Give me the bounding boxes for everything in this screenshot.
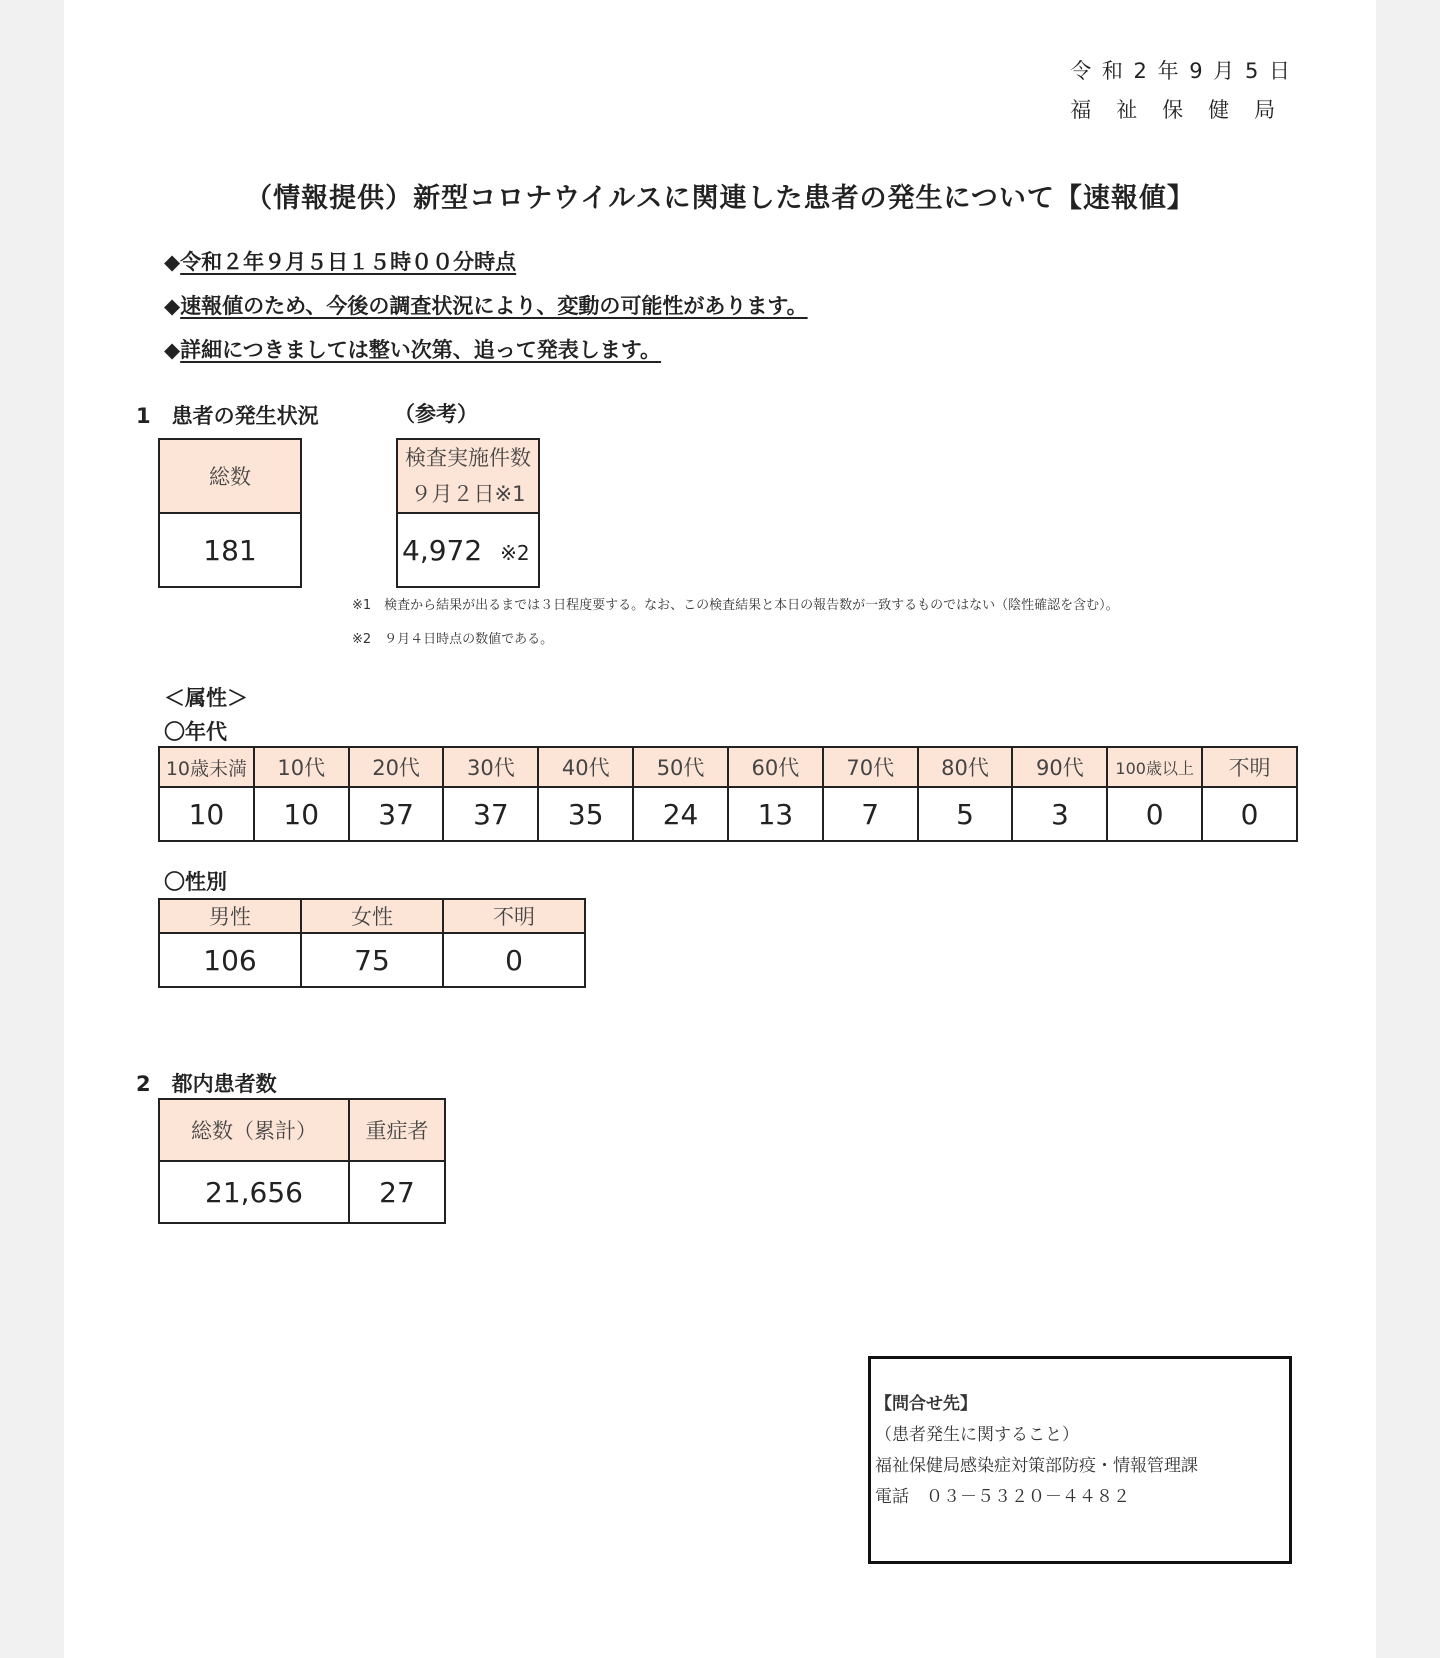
sex-header-cell: 女性 <box>301 899 443 933</box>
age-value-cell: 3 <box>1012 787 1107 841</box>
sex-header-row <box>159 899 585 933</box>
issuing-bureau: 福 祉 保 健 局 <box>1070 98 1278 122</box>
tests-header <box>397 439 539 513</box>
footnote-2: ※2 ９月４日時点の数値である。 <box>352 632 554 647</box>
date-block <box>1070 52 1292 130</box>
tests-header-line1: 検査実施件数 <box>405 446 531 470</box>
sex-value-row <box>159 933 585 987</box>
severe-value: 27 <box>349 1161 445 1223</box>
bullet-text: 令和２年９月５日１５時００分時点 <box>180 250 517 274</box>
document-page <box>64 0 1376 1658</box>
bullet-2 <box>164 290 808 320</box>
age-header-cell: 20代 <box>349 747 444 787</box>
sex-value-cell: 0 <box>443 933 585 987</box>
age-value-cell: 10 <box>254 787 349 841</box>
age-value-cell: 7 <box>823 787 918 841</box>
total-table <box>158 438 302 588</box>
age-value-cell: 24 <box>633 787 728 841</box>
tests-value-cell <box>397 513 539 587</box>
age-header-cell: 80代 <box>918 747 1013 787</box>
age-value-cell: 10 <box>159 787 254 841</box>
sex-table <box>158 898 586 988</box>
age-value-cell: 5 <box>918 787 1013 841</box>
age-header-cell: 100歳以上 <box>1107 747 1202 787</box>
tests-header-line2: ９月２日※1 <box>410 482 526 506</box>
diamond-icon: ◆ <box>164 250 181 274</box>
bullet-1 <box>164 246 516 276</box>
age-header-cell: 70代 <box>823 747 918 787</box>
contact-heading: 【問合せ先】 <box>875 1394 977 1414</box>
footnote-1: ※1 検査から結果が出るまでは３日程度要する。なお、この検査結果と本日の報告数が一致するものではない（陰性確認を含む）。 <box>352 598 1119 613</box>
total-value: 181 <box>159 513 301 587</box>
age-header-cell: 40代 <box>538 747 633 787</box>
cumulative-value: 21,656 <box>159 1161 349 1223</box>
age-value-cell: 37 <box>349 787 444 841</box>
age-value-cell: 13 <box>728 787 823 841</box>
bullet-3 <box>164 334 661 364</box>
tests-note-mark: ※2 <box>500 540 530 565</box>
bullet-text: 速報値のため、今後の調査状況により、変動の可能性があります。 <box>180 294 808 318</box>
severe-header: 重症者 <box>349 1099 445 1161</box>
bullet-text: 詳細につきましては整い次第、追って発表します。 <box>180 338 662 362</box>
age-value-row <box>159 787 1297 841</box>
section1-heading: 1 患者の発生状況 <box>136 404 319 428</box>
age-heading: 〇年代 <box>164 720 227 744</box>
section2-heading: 2 都内患者数 <box>136 1072 277 1096</box>
age-table <box>158 746 1298 842</box>
age-header-cell: 10歳未満 <box>159 747 254 787</box>
age-header-cell: 不明 <box>1202 747 1297 787</box>
sex-header-cell: 男性 <box>159 899 301 933</box>
age-header-row <box>159 747 1297 787</box>
contact-phone: 電話 ０３－５３２０－４４８２ <box>875 1487 1130 1507</box>
age-header-cell: 50代 <box>633 747 728 787</box>
sex-value-cell: 106 <box>159 933 301 987</box>
total-header: 総数 <box>159 439 301 513</box>
diamond-icon: ◆ <box>164 338 181 362</box>
tests-value: 4,972 <box>402 533 483 567</box>
attributes-heading: ＜属性＞ <box>164 686 248 710</box>
age-value-cell: 0 <box>1107 787 1202 841</box>
sex-header-cell: 不明 <box>443 899 585 933</box>
age-value-cell: 37 <box>443 787 538 841</box>
tests-table <box>396 438 540 588</box>
sex-value-cell: 75 <box>301 933 443 987</box>
age-header-cell: 60代 <box>728 747 823 787</box>
contact-box <box>868 1356 1292 1564</box>
contact-department: 福祉保健局感染症対策部防疫・情報管理課 <box>875 1456 1198 1476</box>
age-header-cell: 30代 <box>443 747 538 787</box>
tokyo-patients-table <box>158 1098 446 1224</box>
contact-subject: （患者発生に関すること） <box>875 1425 1079 1445</box>
age-value-cell: 35 <box>538 787 633 841</box>
age-header-cell: 90代 <box>1012 747 1107 787</box>
age-header-cell: 10代 <box>254 747 349 787</box>
cumulative-header: 総数（累計） <box>159 1099 349 1161</box>
page-title: （情報提供）新型コロナウイルスに関連した患者の発生について【速報値】 <box>245 183 1195 214</box>
sex-heading: 〇性別 <box>164 870 227 894</box>
issue-date: 令 和 2 年 9 月 5 日 <box>1070 59 1292 83</box>
reference-label: （参考） <box>394 402 478 426</box>
age-value-cell: 0 <box>1202 787 1297 841</box>
diamond-icon: ◆ <box>164 294 181 318</box>
